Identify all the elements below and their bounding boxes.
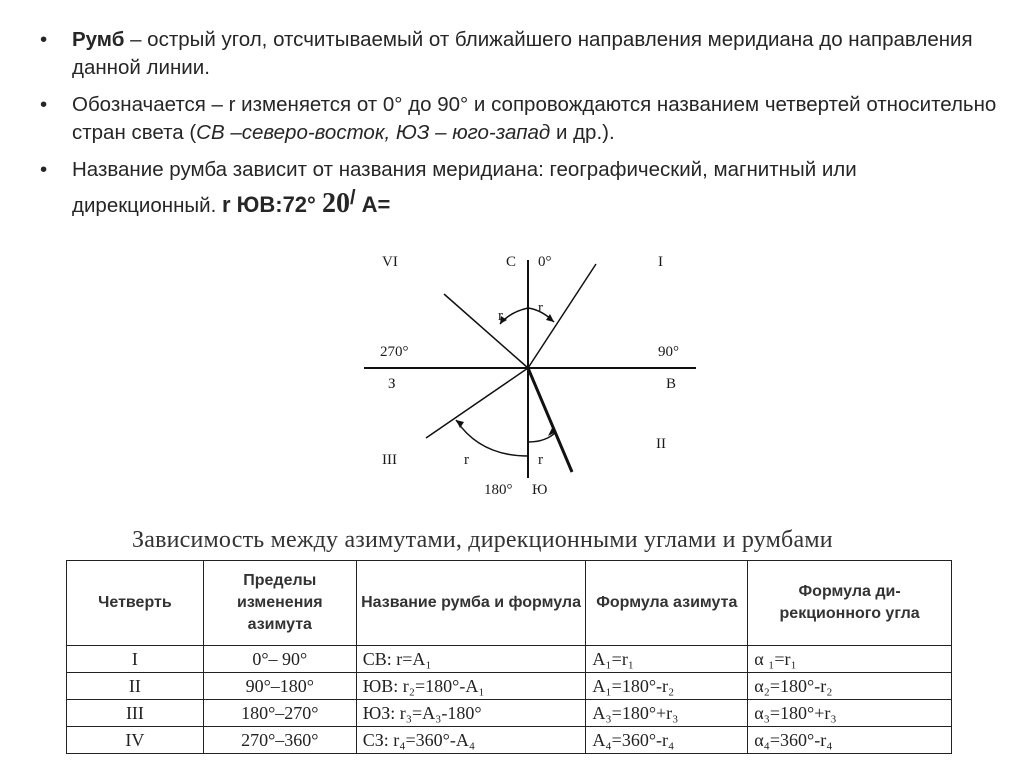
table-row bbox=[67, 673, 952, 700]
bullet-2-text-a: Обозначается – r изменяется от 0° до 90° и сопровождаются названием четвертей относительно стран света ( bbox=[72, 93, 997, 144]
south-degree: 180° bbox=[484, 482, 513, 498]
header-azimuth-limits: Пределы изменения азимута bbox=[203, 561, 356, 646]
minutes-prime: / bbox=[349, 187, 356, 209]
rumb-label-se: r bbox=[538, 452, 543, 468]
header-rumb-formula: Название румба и формула bbox=[356, 561, 586, 646]
rumb-label-sw: r bbox=[464, 452, 469, 468]
minutes-value: 20 bbox=[321, 187, 350, 219]
header-directional-formula: Формула ди-рекционного угла bbox=[748, 561, 952, 646]
term-rumb: Румб bbox=[72, 28, 125, 51]
rumb-diagram bbox=[360, 242, 700, 504]
rumb-formula: r ЮВ:72° bbox=[222, 191, 322, 217]
rumb-label-nw: r bbox=[498, 308, 503, 324]
west-label: З bbox=[388, 376, 396, 392]
cell-limits: 0°– 90° bbox=[203, 646, 356, 673]
bullet-3-text: Название румба зависит от названия меридиана: географический, магнитный или дирекционный. bbox=[72, 158, 857, 217]
rumb-label-ne: r bbox=[538, 300, 543, 316]
quadrant-iii: III bbox=[382, 452, 397, 468]
bullet-dot: • bbox=[40, 28, 48, 51]
quadrant-i: I bbox=[658, 254, 663, 270]
quadrant-vi: VI bbox=[382, 254, 398, 270]
cell-limits: 180°–270° bbox=[203, 700, 356, 727]
north-label: С bbox=[506, 254, 517, 270]
table-row bbox=[67, 700, 952, 727]
bullet-2-text-b: и др.). bbox=[550, 121, 615, 144]
bullet-1 bbox=[40, 26, 1000, 82]
bullet-2 bbox=[40, 91, 1000, 147]
bullet-dot: • bbox=[40, 93, 48, 116]
east-degree: 90° bbox=[658, 344, 679, 360]
cell-azimuth: A₄=360°-r₄ bbox=[586, 727, 748, 754]
bullet-3 bbox=[40, 156, 1000, 220]
bullet-1-text: – острый угол, отсчитываемый от ближайшего направления меридиана до направления данной линии. bbox=[72, 28, 973, 79]
cell-rumb: СВ: r=A₁ bbox=[356, 646, 586, 673]
line-nw bbox=[444, 294, 528, 368]
table-row bbox=[67, 727, 952, 754]
cell-directional: α₄=360°-r₄ bbox=[748, 727, 952, 754]
cell-limits: 90°–180° bbox=[203, 673, 356, 700]
quadrant-ii: II bbox=[656, 436, 666, 452]
table-header-row bbox=[67, 561, 952, 646]
line-se bbox=[528, 368, 572, 472]
header-azimuth-formula: Формула азимута bbox=[586, 561, 748, 646]
cell-rumb: СЗ: r₄=360°-A₄ bbox=[356, 727, 586, 754]
azimuth-equals: А= bbox=[355, 191, 391, 217]
table-title: Зависимость между азимутами, дирекционными углами и румбами bbox=[132, 527, 833, 553]
cell-quarter: I bbox=[67, 646, 204, 673]
cell-azimuth: A₃=180°+r₃ bbox=[586, 700, 748, 727]
header-quarter: Четверть bbox=[67, 561, 204, 646]
bullet-list bbox=[40, 26, 1000, 229]
cell-quarter: IV bbox=[67, 727, 204, 754]
arc-nw bbox=[500, 308, 528, 324]
bullet-dot: • bbox=[40, 158, 48, 181]
cell-rumb: ЮЗ: r₃=A₃-180° bbox=[356, 700, 586, 727]
cell-limits: 270°–360° bbox=[203, 727, 356, 754]
cell-rumb: ЮВ: r₂=180°-A₁ bbox=[356, 673, 586, 700]
north-degree: 0° bbox=[538, 254, 552, 270]
line-ne bbox=[528, 264, 596, 368]
west-degree: 270° bbox=[380, 344, 409, 360]
bullet-2-italic: СВ –северо-восток, ЮЗ – юго-запад bbox=[196, 121, 551, 144]
east-label: В bbox=[666, 376, 677, 392]
south-label: Ю bbox=[532, 482, 548, 498]
table-row bbox=[67, 646, 952, 673]
line-sw bbox=[426, 368, 528, 438]
cell-azimuth: A₁=r₁ bbox=[586, 646, 748, 673]
arrowhead-sw bbox=[456, 420, 464, 428]
cell-directional: α₂=180°-r₂ bbox=[748, 673, 952, 700]
cell-quarter: II bbox=[67, 673, 204, 700]
cell-quarter: III bbox=[67, 700, 204, 727]
cell-directional: α ₁=r₁ bbox=[748, 646, 952, 673]
rumb-table bbox=[66, 560, 952, 754]
cell-azimuth: A₁=180°-r₂ bbox=[586, 673, 748, 700]
arc-sw bbox=[456, 420, 528, 456]
cell-directional: α₃=180°+r₃ bbox=[748, 700, 952, 727]
